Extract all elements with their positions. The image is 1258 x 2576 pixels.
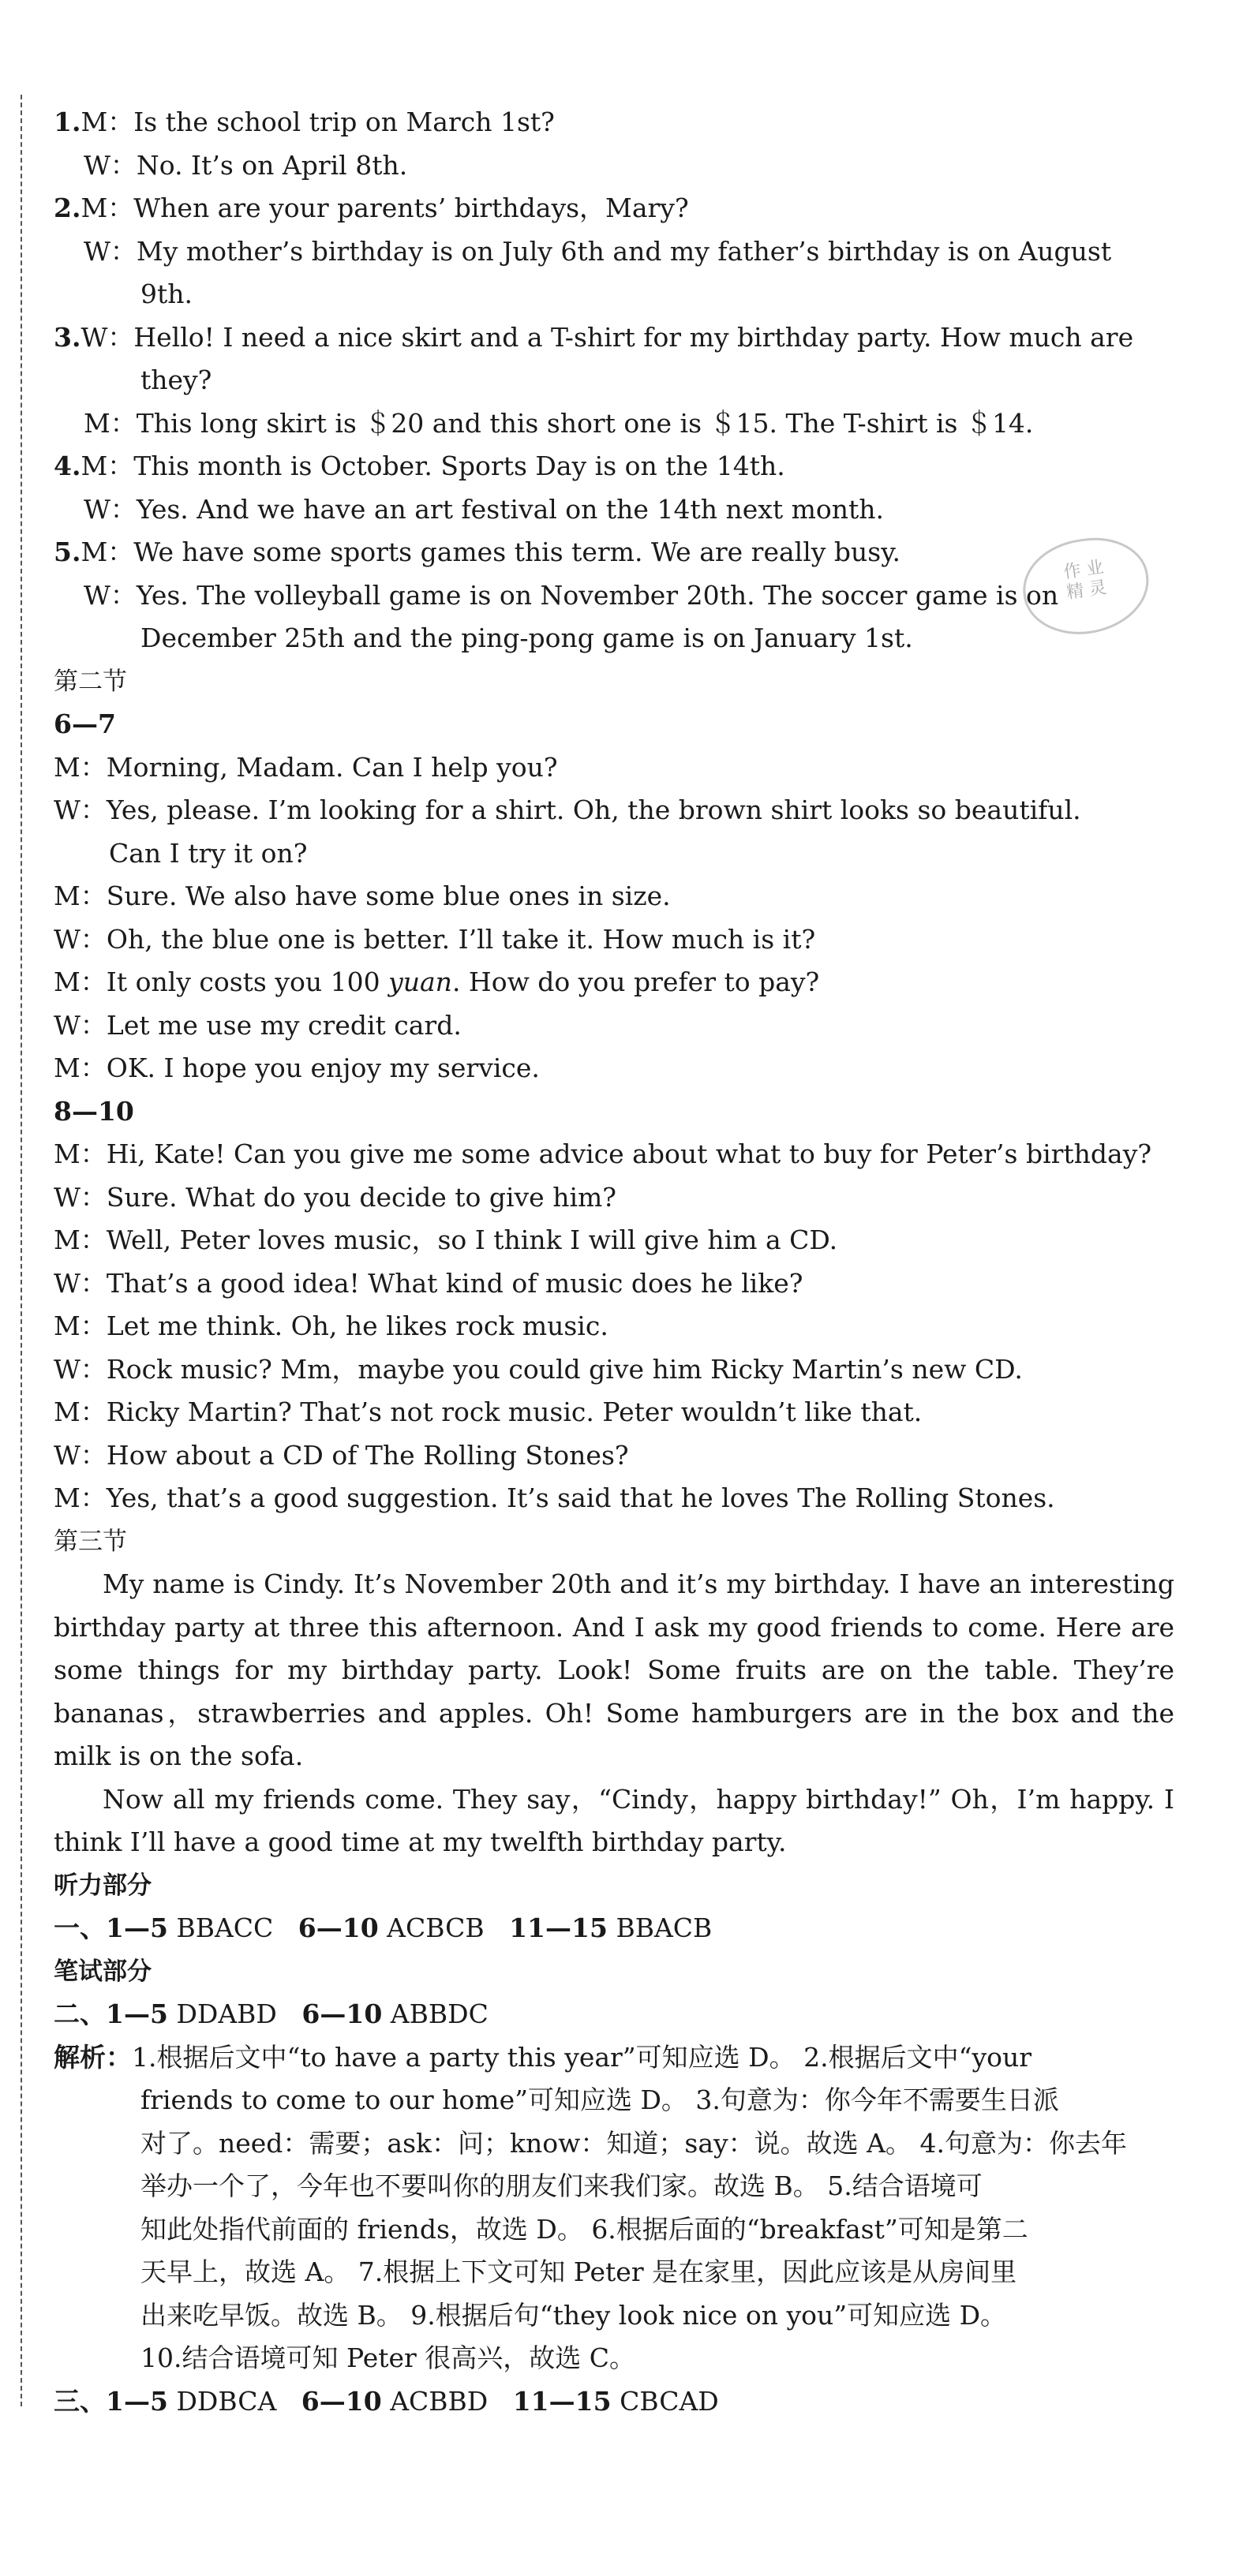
analysis-line-7: 出来吃早饭。故选 B。 9.根据后句“they look nice on you”可知应选 D。 <box>140 2299 1007 2331</box>
passage-paragraph-1: My name is Cindy. It’s November 20th and it’s my birthday. I have an interesting birthday party at three this afternoon. And I ask my good friends to come. Here are some things for my birthday party. Look! Some fruits are on the table. They’re bananas，strawberries and apples. Oh! Some hamburgers are in the box and the milk is on the sofa. <box>54 1568 1174 1771</box>
dialog1-line-7: W：Let me use my credit card. <box>54 1009 462 1041</box>
passage-paragraph-2: Now all my friends come. They say，“Cindy，happy birthday!” Oh，I’m happy. I think I’ll have a good time at my twelfth birthday party. <box>54 1783 1174 1857</box>
dialog1-line-1: M：Morning, Madam. Can I help you? <box>54 751 558 783</box>
q1-line-2: W：No. It’s on April 8th. <box>84 149 408 181</box>
q2-line-1: 2.M：When are your parents’ birthdays，Mary? <box>54 193 689 223</box>
dialog2-line-9: M：Yes, that’s a good suggestion. It’s said that he loves The Rolling Stones. <box>54 1482 1055 1513</box>
analysis-line-6: 天早上，故选 A。 7.根据上下文可知 Peter 是在家里，因此应该是从房间里 <box>140 2256 1017 2287</box>
written-answers: 二、1—5 DDABD 6—10 ABBDC <box>54 1998 489 2029</box>
q4-line-2: W：Yes. And we have an art festival on the 14th next month. <box>84 493 885 525</box>
dialog2-line-6: W：Rock music? Mm，maybe you could give him Ricky Martin’s new CD. <box>54 1353 1023 1385</box>
section3-title: 第三节 <box>54 1527 127 1556</box>
dialog2-line-5: M：Let me think. Oh, he likes rock music. <box>54 1310 608 1341</box>
dialog2-line-1: M：Hi, Kate! Can you give me some advice about what to buy for Peter’s birthday? <box>54 1138 1152 1169</box>
q2-line-2: W：My mother’s birthday is on July 6th and my father’s birthday is on August <box>84 235 1112 267</box>
written-title: 笔试部分 <box>54 1957 152 1986</box>
dialog2-line-4: W：That’s a good idea! What kind of music does he like? <box>54 1267 803 1299</box>
analysis-line-4: 举办一个了，今年也不要叫你的朋友们来我们家。故选 B。 5.结合语境可 <box>140 2170 983 2201</box>
dialog2-line-3: M：Well, Peter loves music，so I think I will give him a CD. <box>54 1224 838 1255</box>
q5-line-1: 5.M：We have some sports games this term. We are really busy. <box>54 537 900 567</box>
binding-margin-line <box>21 95 22 2406</box>
dialog1-line-6: M：It only costs you 100 yuan. How do you prefer to pay? <box>54 966 820 997</box>
dialog2-label: 8—10 <box>54 1095 134 1127</box>
analysis-line-2: friends to come to our home”可知应选 D。 3.句意为：你今年不需要生日派 <box>140 2084 1059 2115</box>
section2-title: 第二节 <box>54 667 127 696</box>
analysis-line-8: 10.结合语境可知 Peter 很高兴，故选 C。 <box>140 2342 636 2373</box>
dialog1-line-3: Can I try it on? <box>109 837 308 869</box>
q3-line-3: M：This long skirt is ＄20 and this short one is ＄15. The T-shirt is ＄14. <box>84 407 1034 439</box>
q5-line-3: December 25th and the ping-pong game is on January 1st. <box>140 623 913 653</box>
dialog1-line-8: M：OK. I hope you enjoy my service. <box>54 1052 540 1083</box>
analysis-line-5: 知此处指代前面的 friends，故选 D。 6.根据后面的“breakfast”可知是第二 <box>140 2213 1028 2245</box>
listening-answers: 一、1—5 BBACC 6—10 ACBCB 11—15 BBACB <box>54 1912 713 1943</box>
q3-line-2: they? <box>140 365 212 395</box>
dialog2-line-8: W：How about a CD of The Rolling Stones? <box>54 1439 629 1471</box>
q5-line-2: W：Yes. The volleyball game is on November 20th. The soccer game is on <box>84 579 1059 611</box>
watermark-stamp: 作 业 精 灵 <box>1017 530 1155 641</box>
dialog2-line-2: W：Sure. What do you decide to give him? <box>54 1181 616 1213</box>
dialog1-line-4: M：Sure. We also have some blue ones in size. <box>54 880 671 911</box>
q4-line-1: 4.M：This month is October. Sports Day is on the 14th. <box>54 451 785 481</box>
q3-line-1: 3.W：Hello! I need a nice skirt and a T-shirt for my birthday party. How much are <box>54 321 1134 353</box>
dialog1-line-2: W：Yes, please. I’m looking for a shirt. Oh, the brown shirt looks so beautiful. <box>54 794 1081 825</box>
listening-title: 听力部分 <box>54 1871 152 1900</box>
q2-line-3: 9th. <box>140 279 193 309</box>
analysis-line-1: 解析：1.根据后文中“to have a party this year”可知应选 D。 2.根据后文中“your <box>54 2041 1032 2073</box>
section3-answers: 三、1—5 DDBCA 6—10 ACBBD 11—15 CBCAD <box>54 2385 719 2417</box>
answer-page <box>54 101 1174 2423</box>
yuan-italic: yuan <box>388 966 452 997</box>
dialog1-line-5: W：Oh, the blue one is better. I’ll take it. How much is it? <box>54 923 816 955</box>
q1-line-1: 1.M：Is the school trip on March 1st? <box>54 107 555 137</box>
dialog1-label: 6—7 <box>54 708 116 739</box>
analysis-line-3: 对了。need：需要；ask：问；know：知道；say：说。故选 A。 4.句意为：你去年 <box>140 2127 1127 2159</box>
dialog2-line-7: M：Ricky Martin? That’s not rock music. Peter wouldn’t like that. <box>54 1396 923 1427</box>
